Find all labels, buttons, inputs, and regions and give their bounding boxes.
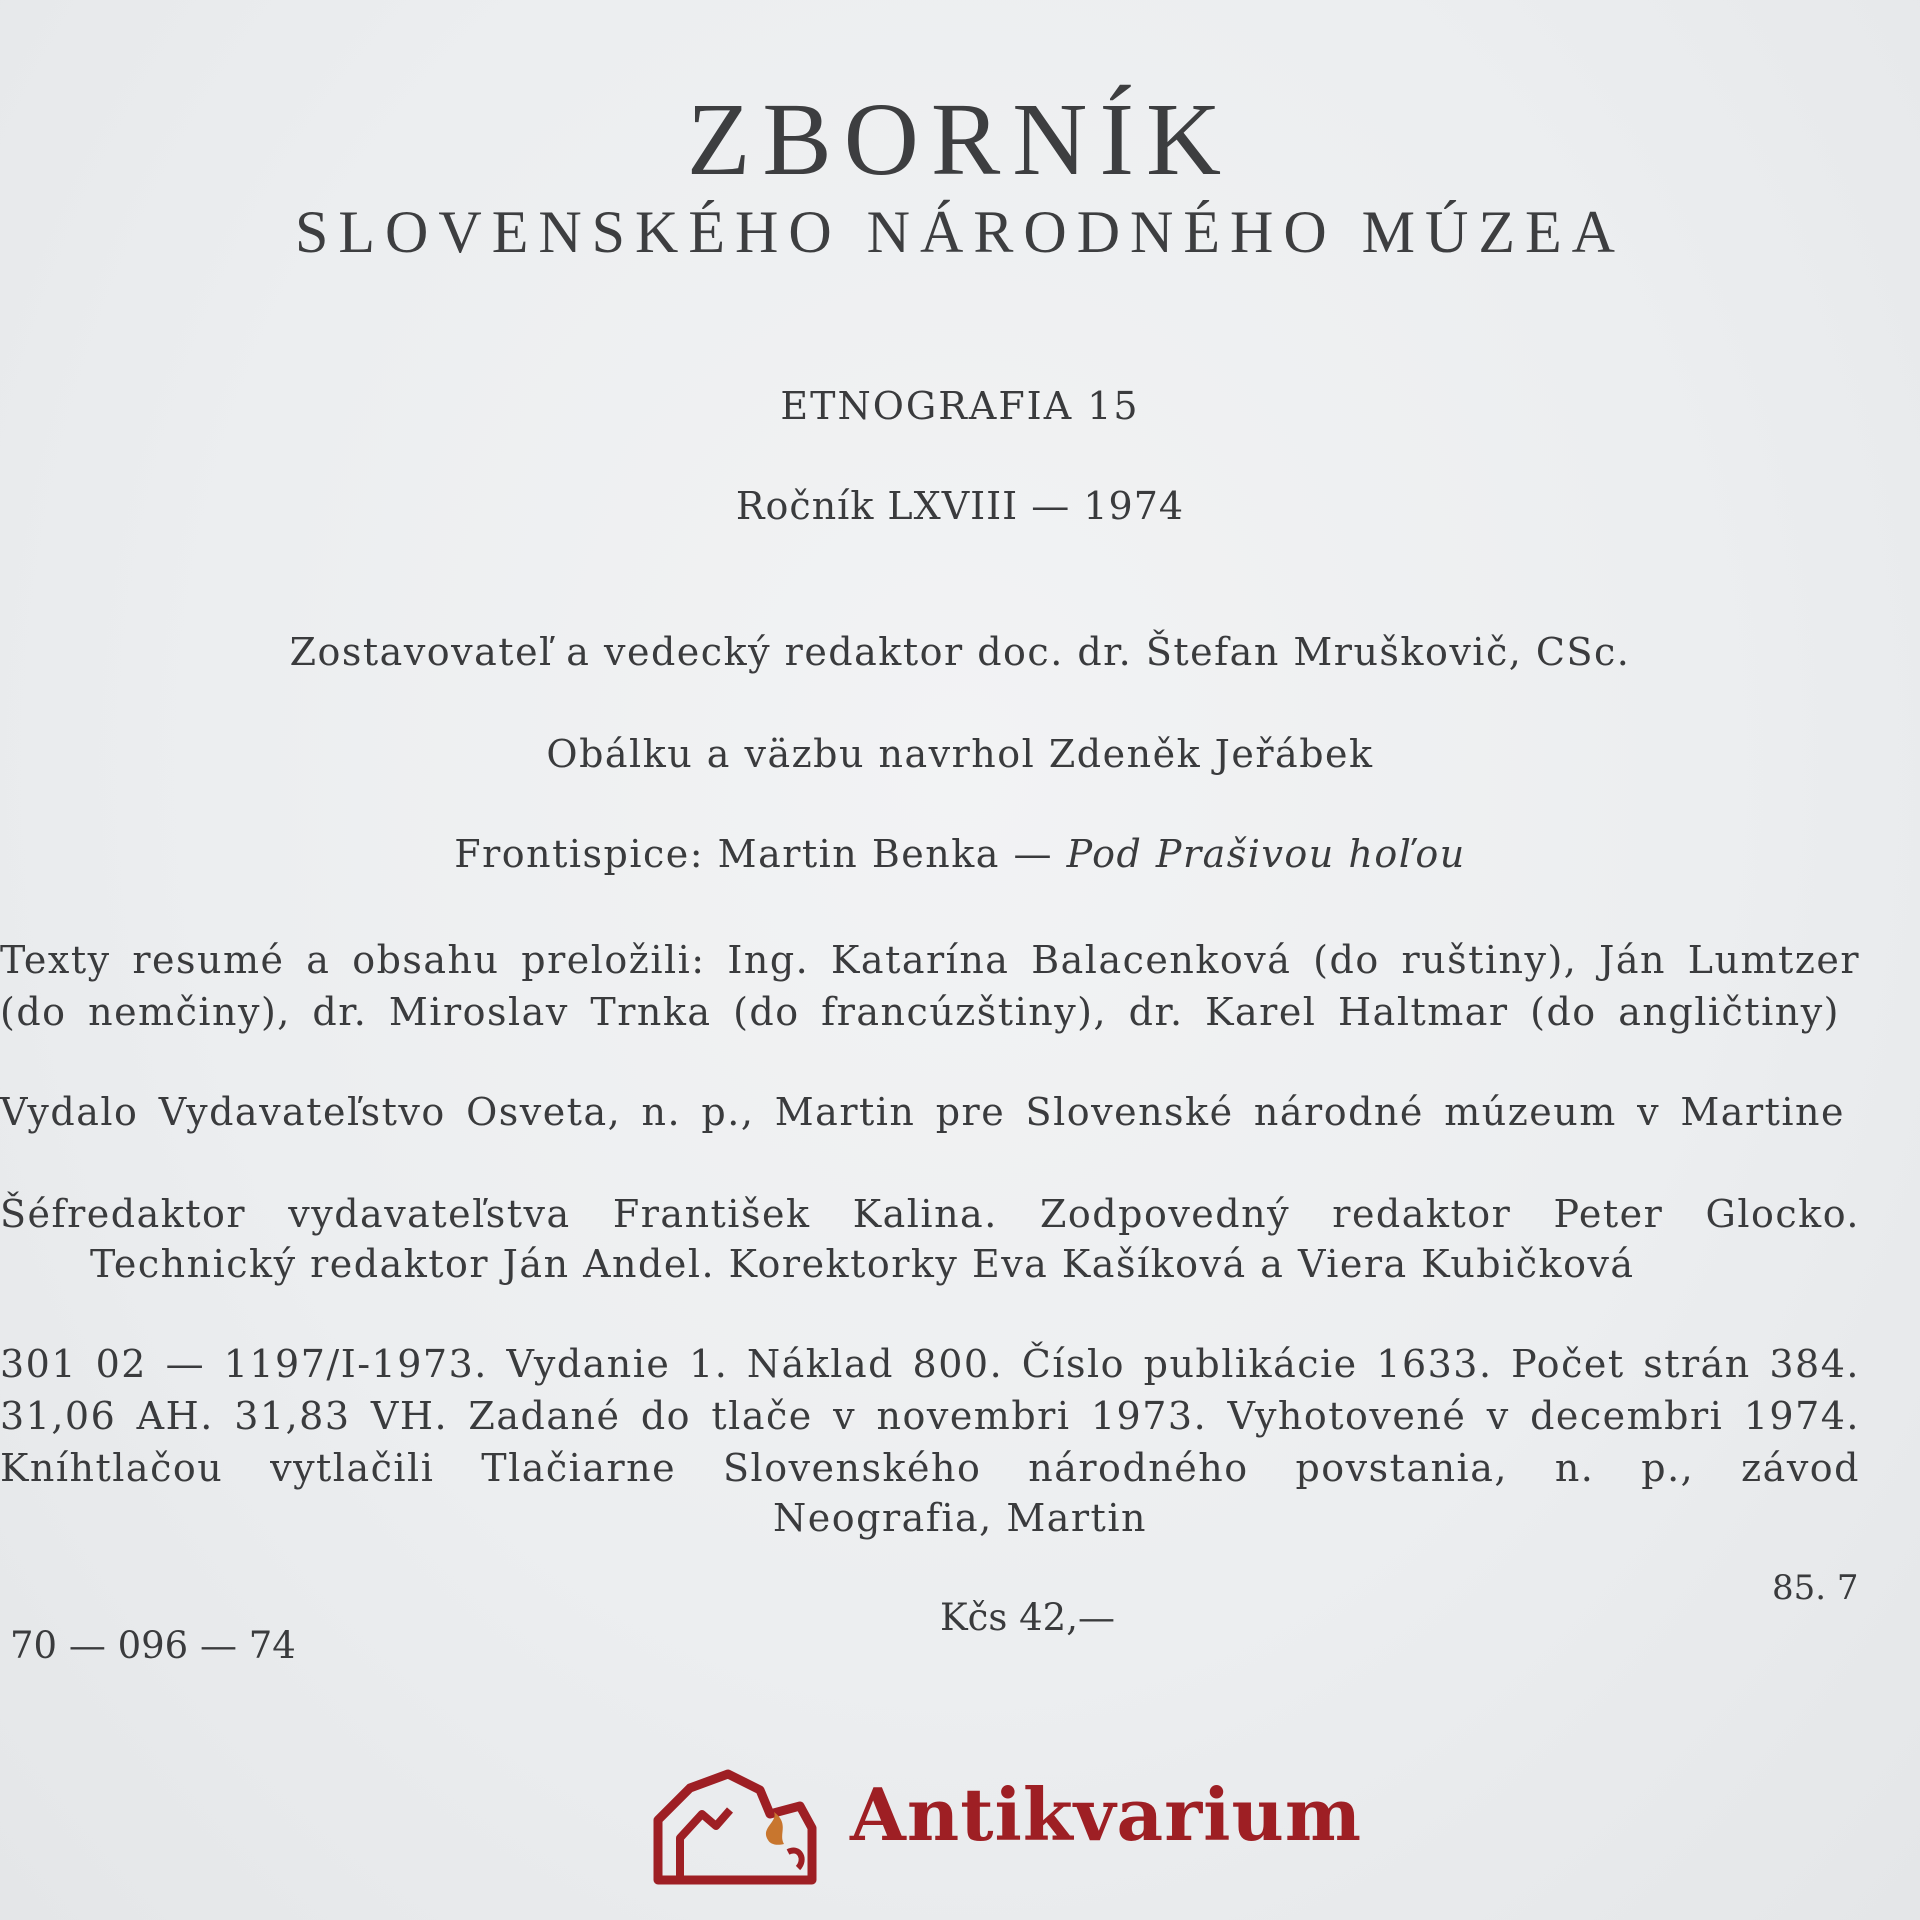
imprint-line-1: 301 02 — 1197/I-1973. Vydanie 1. Náklad 800. Číslo publikácie 1633. Počet strán 384. <box>0 1342 1860 1386</box>
cover-credit: Obálku a väzbu navrhol Zdeněk Jeřábek <box>546 732 1374 776</box>
classification-code: 85. 7 <box>1772 1568 1859 1608</box>
watermark-text: Antikvarium <box>850 1772 1363 1857</box>
frontispiece-credit <box>0 832 1920 876</box>
imprint-line-3: Kníhtlačou vytlačili Tlačiarne Slovenského národného povstania, n. p., závod <box>0 1446 1860 1490</box>
translators-line-1: Texty resumé a obsahu preložili: Ing. Katarína Balacenková (do ruštiny), Ján Lumtzer <box>0 938 1860 982</box>
page-title: ZBORNÍK <box>686 82 1234 197</box>
page-subtitle: SLOVENSKÉHO NÁRODNÉHO MÚZEA <box>295 199 1625 265</box>
catalog-code: 70 — 096 — 74 <box>10 1624 296 1667</box>
imprint-line-4: Neografia, Martin <box>773 1496 1147 1540</box>
house-icon <box>650 1768 830 1888</box>
series-label: ETNOGRAFIA 15 <box>780 384 1140 428</box>
frontispiece-title: Pod Prašivou hoľou <box>1066 832 1466 876</box>
volume-label: Ročník LXVIII — 1974 <box>735 484 1185 528</box>
chief-editor-line-1: Šéfredaktor vydavateľstva František Kalina. Zodpovedný redaktor Peter Glocko. <box>0 1192 1860 1236</box>
frontispiece-label: Frontispice: Martin Benka — <box>454 832 1054 876</box>
editor-credit: Zostavovateľ a vedecký redaktor doc. dr. Štefan Mruškovič, CSc. <box>289 630 1631 674</box>
publisher-credit: Vydalo Vydavateľstvo Osveta, n. p., Martin pre Slovenské národné múzeum v Martine <box>0 1090 1845 1134</box>
chief-editor-line-2: Technický redaktor Ján Andel. Korektorky Eva Kašíková a Viera Kubičková <box>90 1242 1635 1286</box>
translators-line-2: (do nemčiny), dr. Miroslav Trnka (do francúzštiny), dr. Karel Haltmar (do angličtiny) <box>0 990 1840 1034</box>
imprint-line-2: 31,06 AH. 31,83 VH. Zadané do tlače v novembri 1973. Vyhotovené v decembri 1974. <box>0 1394 1860 1438</box>
price-label: Kčs 42,— <box>940 1596 1115 1639</box>
